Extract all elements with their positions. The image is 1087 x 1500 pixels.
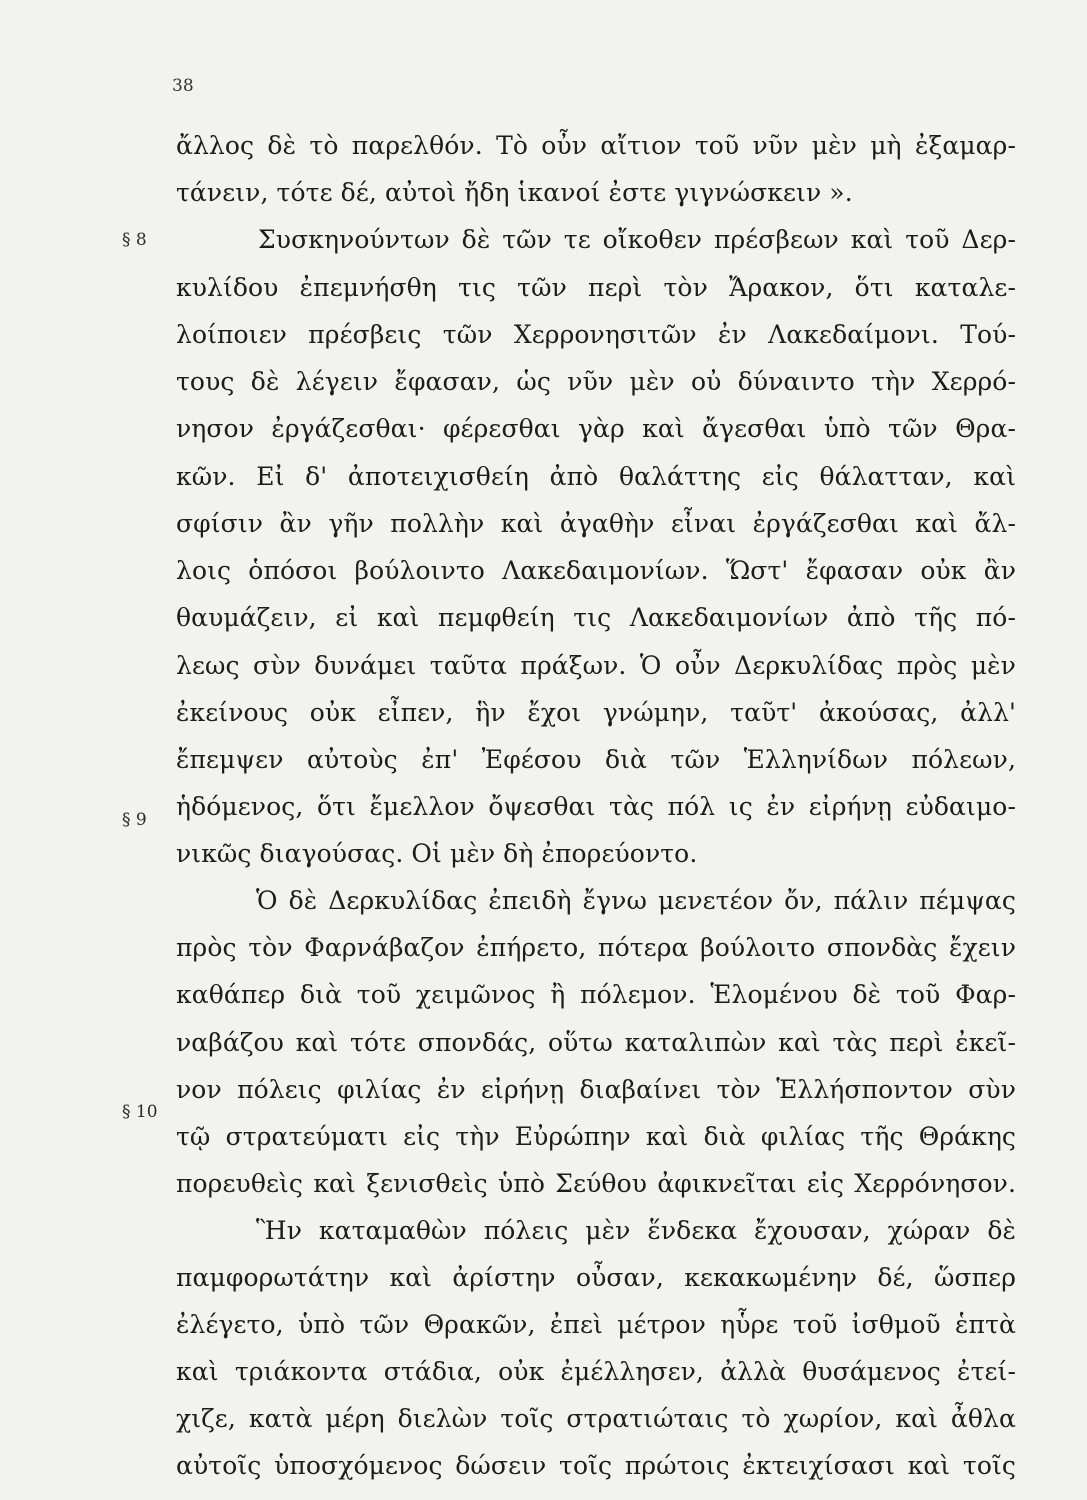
text-line: νησον ἐργάζεσθαι· φέρεσθαι γὰρ καὶ ἄγεσθαι ὑπὸ τῶν Θρα- <box>176 414 1016 443</box>
text-line: λοίποιεν πρέσβεις τῶν Χερρονησιτῶν ἐν Λακεδαίμονι. Τού- <box>176 320 1016 349</box>
text-line: τῷ στρατεύματι εἰς τὴν Εὐρώπην καὶ διὰ φιλίας τῆς Θράκης <box>176 1122 1016 1151</box>
text-line: ἔπεμψεν αὐτοὺς ἐπ' Ἐφέσου διὰ τῶν Ἑλληνίδων πόλεων, <box>176 745 1016 774</box>
text-line: νον πόλεις φιλίας ἐν εἰρήνῃ διαβαίνει τὸν Ἑλλήσποντον σὺν <box>176 1075 1016 1104</box>
text-line: αὐτοῖς ὑποσχόμενος δώσειν τοῖς πρώτοις ἐκτειχίσασι καὶ τοῖς <box>176 1451 1016 1480</box>
text-line: πορευθεὶς καὶ ξενισθεὶς ὑπὸ Σεύθου ἀφικνεῖται εἰς Χερρόνησον. <box>176 1169 1016 1198</box>
text-line: καθάπερ διὰ τοῦ χειμῶνος ἢ πόλεμον. Ἑλομένου δὲ τοῦ Φαρ- <box>176 980 1016 1009</box>
text-line: ἡδόμενος, ὅτι ἔμελλον ὄψεσθαι τὰς πόλ ις ἐν εἰρήνῃ εὐδαιμο- <box>176 792 1016 821</box>
text-line: λοις ὁπόσοι βούλοιντο Λακεδαιμονίων. Ὥστ' ἔφασαν οὐκ ἂν <box>176 556 1016 585</box>
paragraph-start-line: Ὁ δὲ Δερκυλίδας ἐπειδὴ ἔγνω μενετέον ὄν, πάλιν πέμψας <box>256 886 1016 915</box>
text-line: ἄλλος δὲ τὸ παρελθόν. Τὸ οὖν αἴτιον τοῦ νῦν μὲν μὴ ἐξαμαρ- <box>176 131 1016 160</box>
paragraph-start-line: Ἣν καταμαθὼν πόλεις μὲν ἕνδεκα ἔχουσαν, χώραν δὲ <box>256 1216 1016 1245</box>
text-line: κῶν. Εἰ δ' ἀποτειχισθείη ἀπὸ θαλάττης εἰς θάλατταν, καὶ <box>176 462 1016 491</box>
text-line: καὶ τριάκοντα στάδια, οὐκ ἐμέλλησεν, ἀλλὰ θυσάμενος ἐτεί- <box>176 1357 1016 1386</box>
text-line: λεως σὺν δυνάμει ταῦτα πράξων. Ὁ οὖν Δερκυλίδας πρὸς μὲν <box>176 651 1016 680</box>
text-line: τάνειν, τότε δέ, αὐτοὶ ἤδη ἱκανοί ἐστε γιγνώσκειν ». <box>176 178 853 207</box>
section-marker-10: § 10 <box>122 1102 158 1122</box>
section-marker-8: § 8 <box>122 230 147 250</box>
text-line: χιζε, κατὰ μέρη διελὼν τοῖς στρατιώταις τὸ χωρίον, καὶ ἆθλα <box>176 1404 1016 1433</box>
text-line: νικῶς διαγούσας. Οἱ μὲν δὴ ἐπορεύοντο. <box>176 839 698 868</box>
paragraph-start-line: Συσκηνούντων δὲ τῶν τε οἴκοθεν πρέσβεων καὶ τοῦ Δερ- <box>258 225 1016 254</box>
page-number: 38 <box>172 76 194 96</box>
text-line: παμφορωτάτην καὶ ἀρίστην οὖσαν, κεκακωμένην δέ, ὥσπερ <box>176 1263 1016 1292</box>
text-line: πρὸς τὸν Φαρνάβαζον ἐπήρετο, πότερα βούλοιτο σπονδὰς ἔχειν <box>176 933 1016 962</box>
text-line: ναβάζου καὶ τότε σπονδάς, οὕτω καταλιπὼν καὶ τὰς περὶ ἐκεῖ- <box>176 1028 1016 1057</box>
text-line: θαυμάζειν, εἰ καὶ πεμφθείη τις Λακεδαιμονίων ἀπὸ τῆς πό- <box>176 603 1016 632</box>
text-line: σφίσιν ἂν γῆν πολλὴν καὶ ἀγαθὴν εἶναι ἐργάζεσθαι καὶ ἄλ- <box>176 509 1016 538</box>
text-line: ἐλέγετο, ὑπὸ τῶν Θρακῶν, ἐπεὶ μέτρον ηὗρε τοῦ ἰσθμοῦ ἑπτὰ <box>176 1310 1016 1339</box>
text-line: τους δὲ λέγειν ἔφασαν, ὡς νῦν μὲν οὐ δύναιντο τὴν Χερρό- <box>176 367 1016 396</box>
text-line: κυλίδου ἐπεμνήσθη τις τῶν περὶ τὸν Ἄρακον, ὅτι καταλε- <box>176 273 1016 302</box>
section-marker-9: § 9 <box>122 810 147 830</box>
text-line: ἐκείνους οὐκ εἶπεν, ἣν ἔχοι γνώμην, ταῦτ' ἀκούσας, ἀλλ' <box>176 698 1016 727</box>
